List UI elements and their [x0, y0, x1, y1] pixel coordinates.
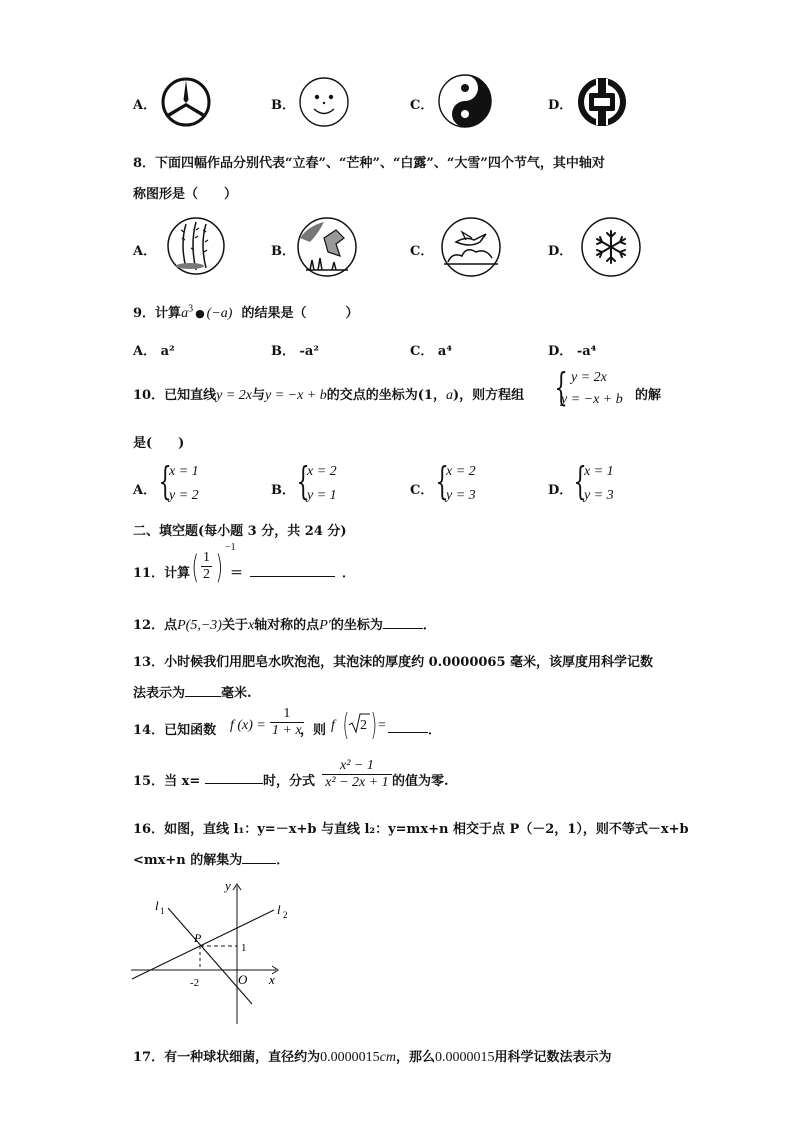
q16-number: 16．	[133, 822, 165, 837]
q9-expr-paren: (−a)	[206, 306, 233, 321]
q13-answer-blank[interactable]	[185, 684, 221, 697]
q9-option-b: B． -a²	[271, 344, 320, 359]
q7-option-a-label: A．	[133, 98, 157, 113]
q17-number: 17．	[133, 1050, 165, 1065]
q10-line2: 是( )	[133, 436, 185, 451]
l1-label: l	[155, 898, 159, 913]
q15-fraction: $\frac{\text{x² − 1}}{\text{x² − 2x + 1}}$	[322, 758, 392, 791]
x-axis-label: x	[269, 972, 275, 987]
l1-subscript: 1	[160, 906, 165, 916]
q8-option-b-label: B．	[271, 244, 295, 259]
q11-number: 11．	[133, 566, 165, 581]
grain-in-ear-icon	[296, 216, 358, 278]
bank-of-china-logo-icon	[576, 76, 628, 128]
q9-number: 9．	[133, 306, 156, 321]
point-p-label: P	[194, 931, 202, 945]
origin-label: O	[238, 972, 248, 987]
tick-x-label: -2	[190, 977, 200, 989]
q9-expr-dot: ●	[195, 307, 205, 320]
l2-subscript: 2	[283, 910, 288, 920]
q7-option-d-label: D．	[548, 98, 573, 113]
yin-yang-icon	[437, 73, 493, 129]
q10-line2-eq: y = −x + b	[265, 388, 327, 403]
q8-number: 8．	[133, 156, 156, 171]
mercedes-logo-icon	[160, 76, 212, 128]
q14-number: 14．	[133, 723, 165, 738]
q16-line-graph	[126, 874, 286, 1030]
q12-answer-blank[interactable]	[383, 616, 423, 629]
line-l2	[132, 910, 274, 979]
q7-option-c-label: C．	[410, 98, 434, 113]
q10-line1-eq: y = 2x	[216, 388, 252, 403]
smiley-face-icon	[298, 76, 350, 128]
q14-function: f (x) =	[230, 718, 266, 733]
line-l1	[168, 908, 252, 1004]
snowflake-icon	[580, 216, 642, 278]
q14-fraction: $\frac{1}{1 + x}$	[272, 706, 302, 738]
q9-suffix: 的结果是（ ）	[241, 306, 359, 321]
q9-option-c: C． a⁴	[410, 344, 453, 359]
q9-option-d: D． -a⁴	[548, 344, 597, 359]
q8-text-line2: 称图形是（ ）	[133, 187, 238, 202]
q9-expr-exp: 3	[188, 303, 194, 315]
q10-number: 10．	[133, 388, 165, 403]
q15-number: 15．	[133, 774, 165, 789]
q15-answer-blank[interactable]	[205, 770, 263, 784]
q13-number: 13．	[133, 655, 165, 670]
q14-answer-blank[interactable]	[388, 718, 428, 733]
q8-text-line1: 下面四幅作品分别代表“立春”、“芒种”、“白露”、“大雪”四个节气，其中轴对	[155, 156, 605, 171]
q16-answer-blank[interactable]	[242, 851, 276, 864]
q8-option-c-label: C．	[410, 244, 434, 259]
q12-number: 12．	[133, 618, 165, 633]
q7-option-b-label: B．	[271, 98, 295, 113]
q9-prefix: 计算	[155, 306, 182, 321]
q9-expr-base: a	[181, 306, 189, 321]
q9-option-a: A． a²	[133, 344, 175, 359]
section-2-title: 二、填空题(每小题 3 分，共 24 分)	[133, 524, 347, 539]
q8-option-a-label: A．	[133, 244, 157, 259]
spring-willow-icon	[166, 216, 226, 276]
white-dew-bird-icon	[440, 216, 502, 278]
l2-label: l	[277, 902, 281, 917]
tick-y-label: 1	[241, 942, 247, 954]
q8-option-d-label: D．	[548, 244, 573, 259]
y-axis-label: y	[225, 878, 231, 893]
q11-answer-blank[interactable]	[250, 560, 335, 577]
